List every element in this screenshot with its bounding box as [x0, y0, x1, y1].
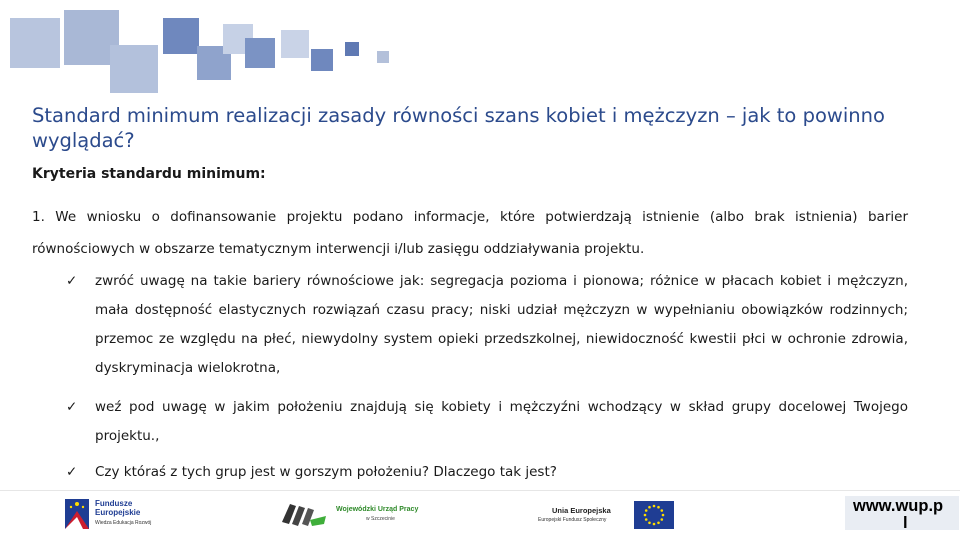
logo1-line1: Fundusze — [95, 499, 133, 508]
decor-square — [163, 18, 199, 54]
section-subtitle: Kryteria standardu minimum: — [32, 166, 266, 182]
logo2-line1: Wojewódzki Urząd Pracy — [336, 506, 419, 513]
list-item — [66, 267, 908, 383]
decor-square — [110, 45, 158, 93]
eu-flag-icon — [634, 501, 674, 529]
decor-square — [377, 51, 389, 63]
wup-emblem-icon — [280, 498, 330, 528]
website-url[interactable] — [845, 496, 959, 530]
list-item-text: weź pod uwagę w jakim położeniu znajdują się kobiety i mężczyźni wchodzący w skład grupy docelowej Twojego projektu., — [95, 399, 908, 444]
logo3-line1: Unia Europejska — [552, 506, 611, 515]
page-title: Standard minimum realizacji zasady równości szans kobiet i mężczyzn – jak to powinno wyglądać? — [32, 104, 885, 152]
footer-divider — [0, 490, 960, 491]
website-url-line2: l — [903, 514, 908, 532]
logo1-line2: Europejskie — [95, 508, 141, 517]
decor-square — [10, 18, 60, 68]
checkmark-icon: ✓ — [66, 399, 78, 415]
list-item — [66, 458, 908, 487]
decor-square — [245, 38, 275, 68]
list-item-text: zwróć uwagę na takie bariery równościowe jak: segregacja pozioma i pionowa; różnice w płacach kobiet i mężczyzn, mała dostępność elastycznych rozwiązań czasu pracy; niski udział mężczyzn w wypełnianiu obowiązków rodzinnych; przemoc ze względu na płeć, niewydolny system opieki przedszkolnej, niewidoczność kwestii płci w ochronie zdrowia, dyskryminacja wielokrotna, — [95, 273, 908, 376]
logo-wup — [280, 498, 430, 530]
checkmark-icon: ✓ — [66, 464, 78, 480]
checkmark-icon: ✓ — [66, 273, 78, 289]
fe-emblem-icon — [63, 497, 91, 531]
criterion-paragraph: 1. We wniosku o dofinansowanie projektu podano informacje, które potwierdzają istnienie (albo brak istnienia) barier równościowych w obszarze tematycznym interwencji i/lub zasięgu oddziaływania projektu. — [32, 209, 908, 257]
decor-square — [281, 30, 309, 58]
website-url-line1: www.wup.p — [853, 497, 944, 515]
decor-square — [311, 49, 333, 71]
logo3-line2: Europejski Fundusz Społeczny — [538, 517, 607, 523]
logo1-line3: Wiedza Edukacja Rozwój — [95, 520, 152, 526]
list-item — [66, 393, 908, 451]
logo-unia-europejska — [536, 501, 676, 531]
logo2-line2: w Szczecinie — [366, 516, 395, 522]
decor-square — [345, 42, 359, 56]
list-item-text: Czy któraś z tych grup jest w gorszym położeniu? Dlaczego tak jest? — [95, 464, 557, 480]
logo-fundusze-europejskie — [63, 497, 183, 533]
